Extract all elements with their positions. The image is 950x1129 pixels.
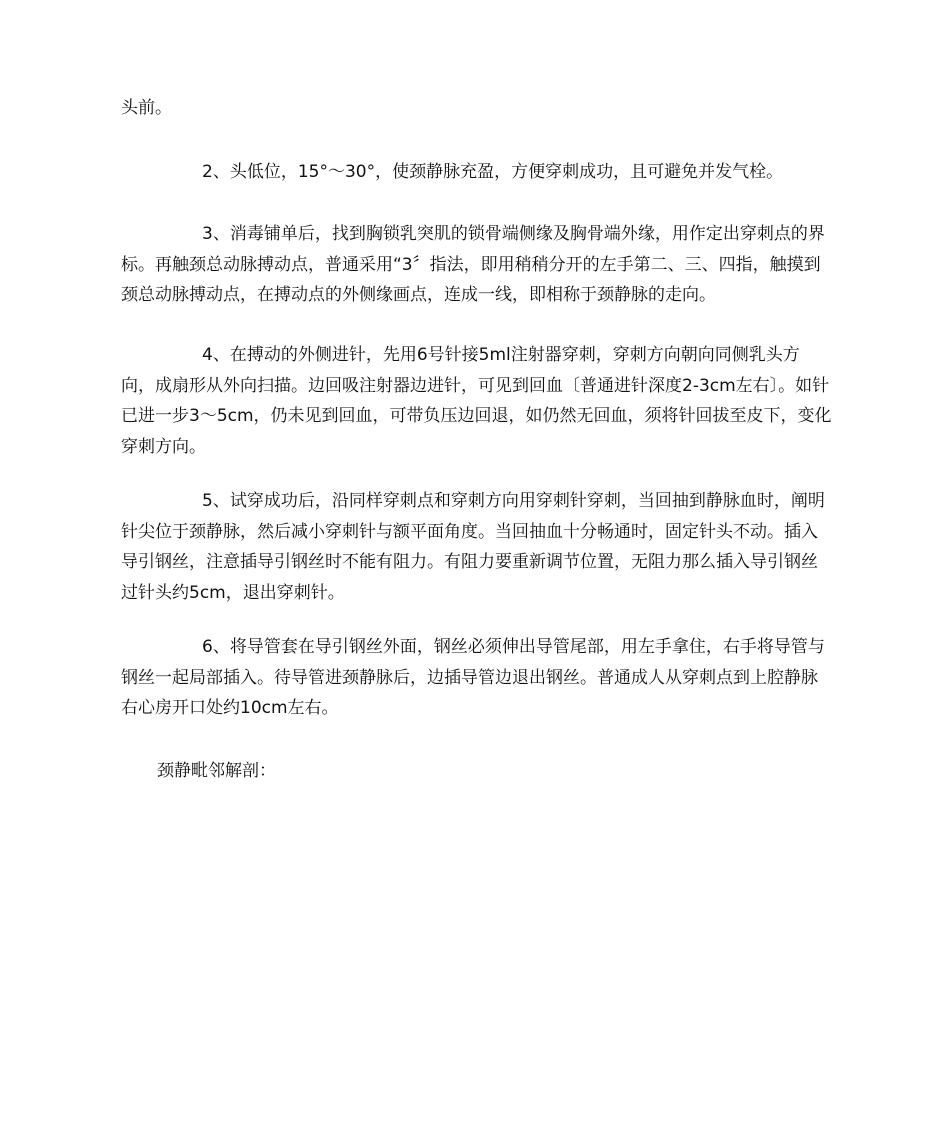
paragraph-step-4: 4、在搏动的外侧进针，先用6号针接5ml注射器穿刺，穿刺方向朝向同侧乳头方向，成扇形从外向扫描。边回吸注射器边进针，可见到回血〔普通进针深度2-3cm左右〕。如针已进一步3～5cm，仍未见到回血，可带负压边回退，如仍然无回血，须将针回拔至皮下，变化穿刺方向。 xyxy=(121,345,832,457)
paragraph-continuation: 头前。 xyxy=(121,98,172,118)
paragraph-step-5: 5、试穿成功后，沿同样穿刺点和穿刺方向用穿刺针穿刺，当回抽到静脉血时，阐明针尖位于颈静脉，然后减小穿刺针与额平面角度。当回抽血十分畅通时，固定针头不动。插入导引钢丝，注意插导引钢丝时不能有阻力。有阻力要重新调节位置，无阻力那么插入导引钢丝过针头约5cm，退出穿刺针。 xyxy=(121,491,825,603)
paragraph-step-3: 3、消毒铺单后，找到胸锁乳突肌的锁骨端侧缘及胸骨端外缘，用作定出穿刺点的界标。再触颈总动脉搏动点，普通采用“3〞指法，即用稍稍分开的左手第二、三、四指，触摸到颈总动脉搏动点，在搏动点的外侧缘画点，连成一线，即相称于颈静脉的走向。 xyxy=(121,224,825,305)
paragraph-step-6: 6、将导管套在导引钢丝外面，钢丝必须伸出导管尾部，用左手拿住，右手将导管与钢丝一起局部插入。待导管进颈静脉后，边插导管边退出钢丝。普通成人从穿刺点到上腔静脉右心房开口处约10cm左右。 xyxy=(121,637,825,718)
paragraph-step-2: 2、头低位，15°～30°，使颈静脉充盈，方便穿刺成功，且可避免并发气栓。 xyxy=(202,162,784,182)
section-heading-anatomy: 颈静毗邻解剖： xyxy=(157,761,276,781)
